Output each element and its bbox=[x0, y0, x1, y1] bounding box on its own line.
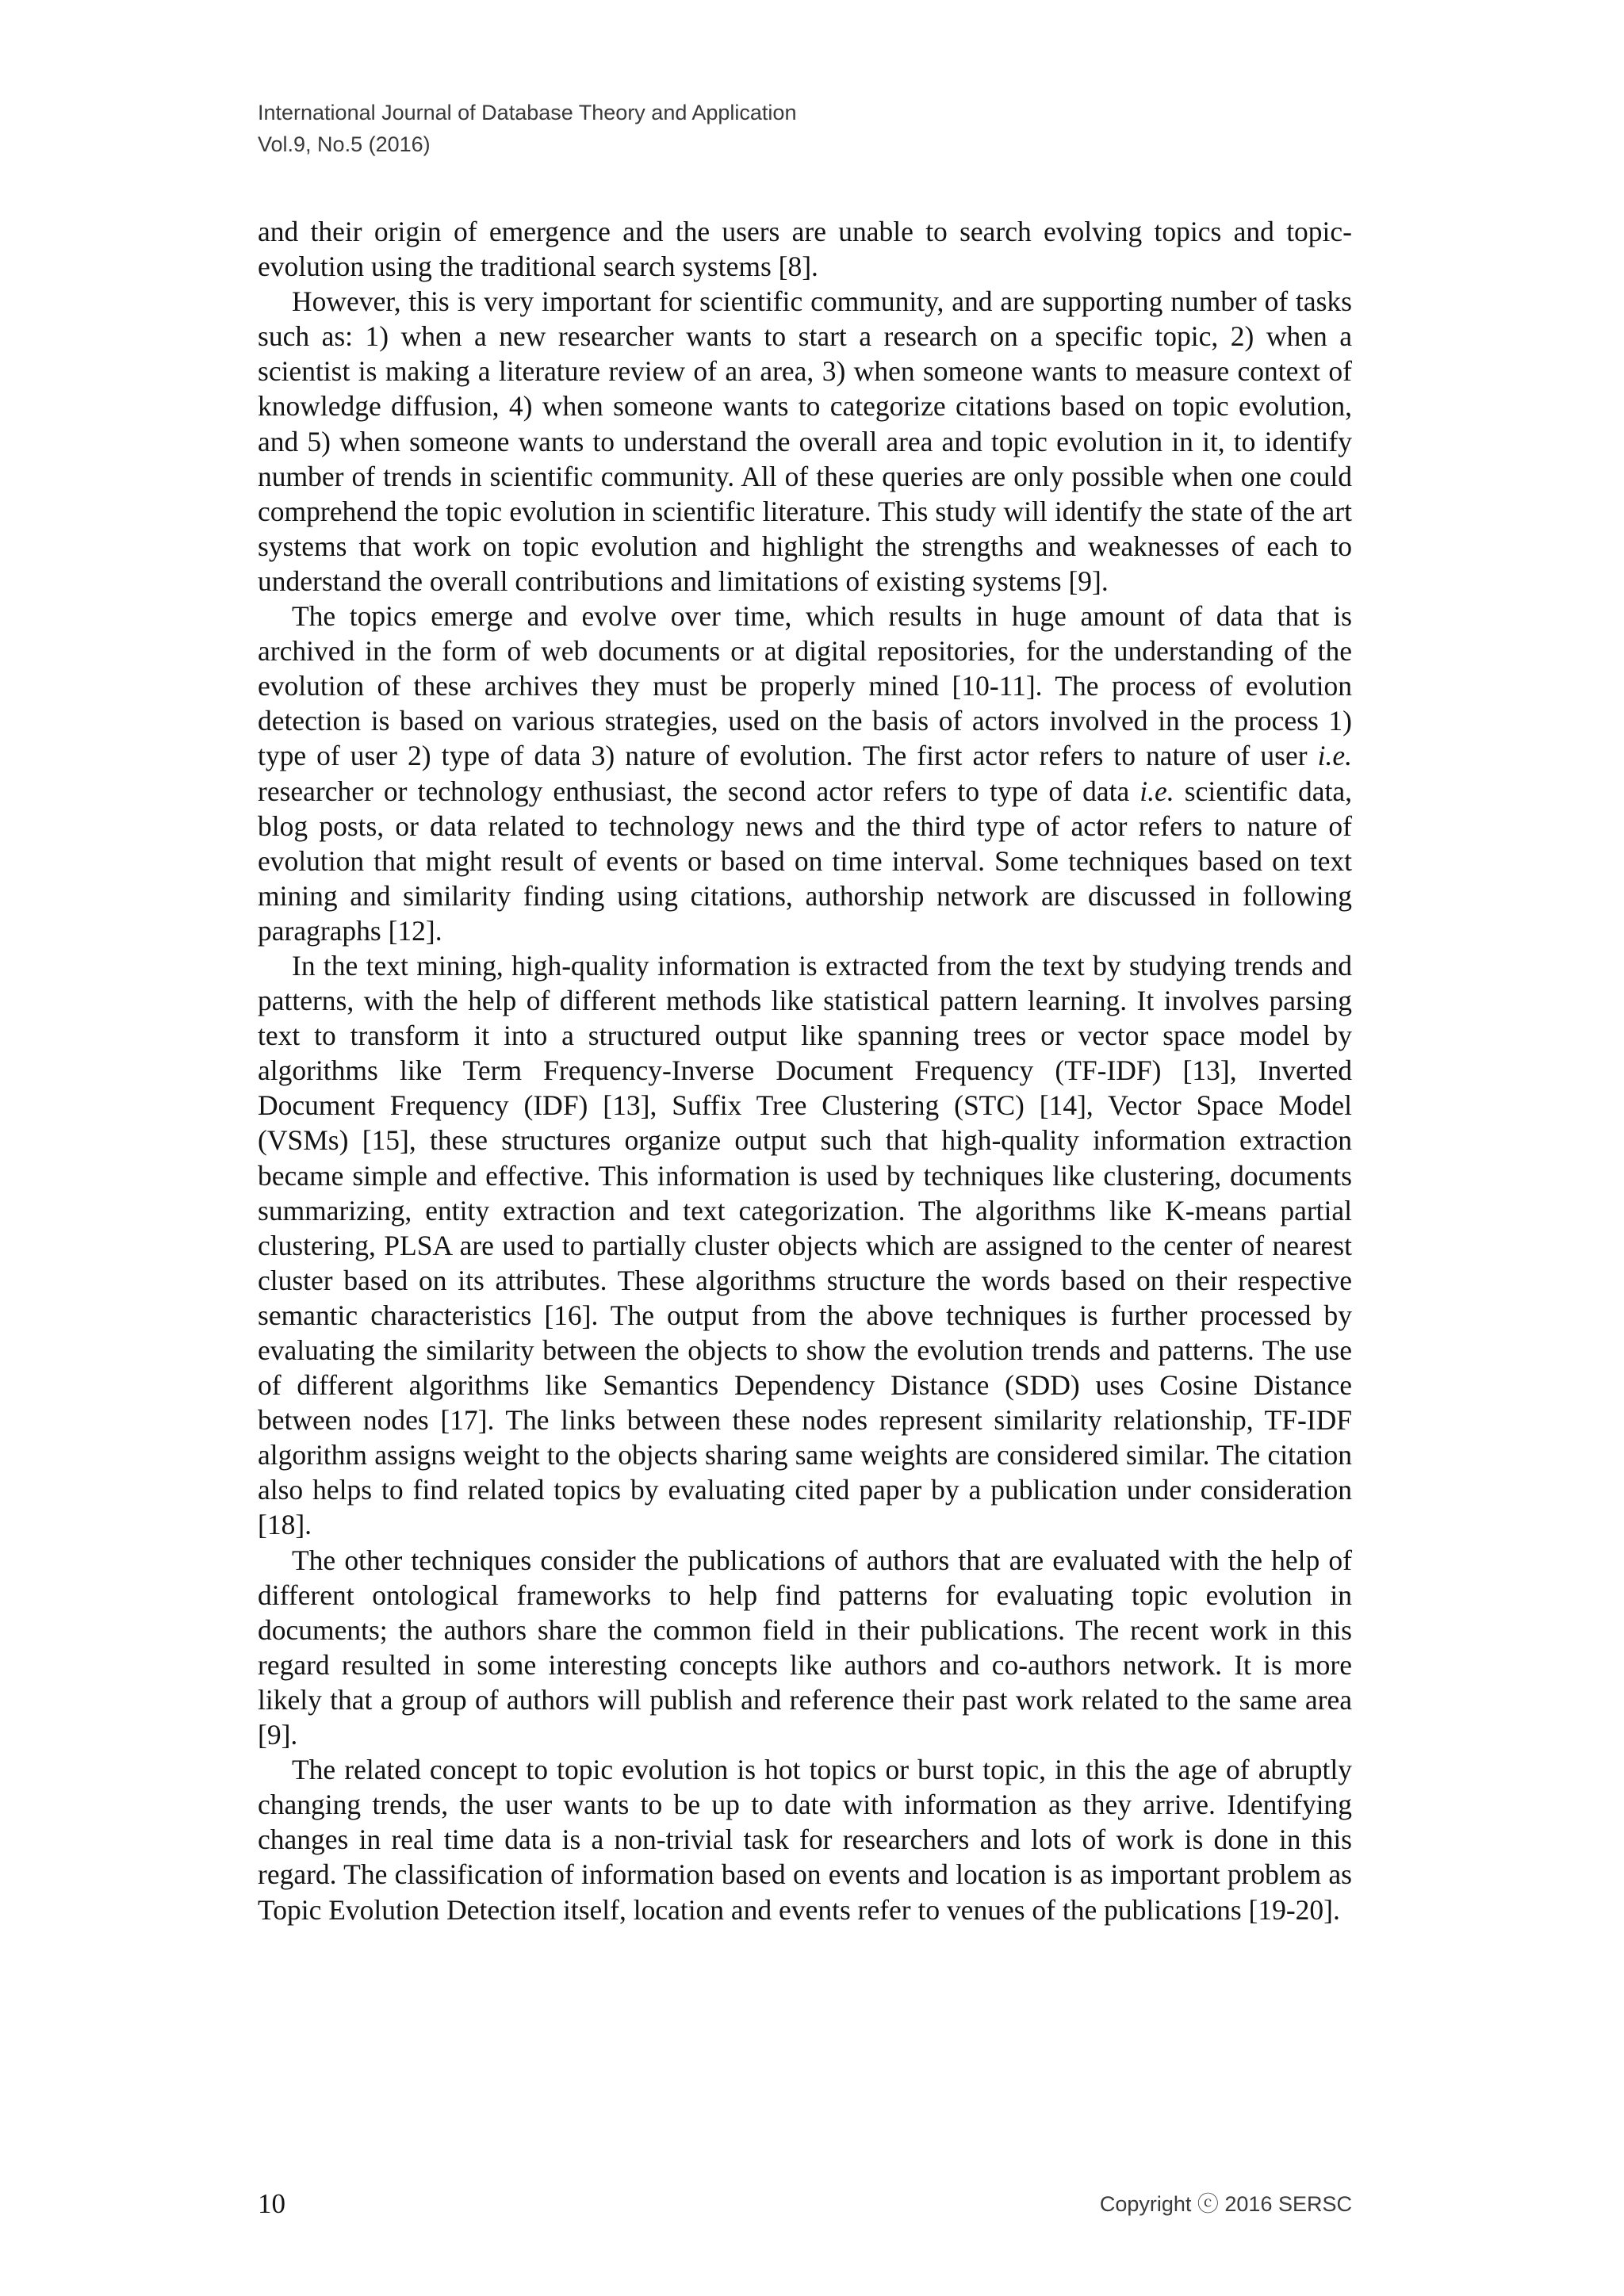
text-segment: researcher or technology enthusiast, the second actor refers to type of data bbox=[258, 775, 1140, 807]
italic-abbrev: i.e. bbox=[1139, 775, 1174, 807]
page-number: 10 bbox=[258, 2188, 285, 2219]
text-segment: The related concept to topic evolution is hot topics or burst topic, in this the age of abruptly changing trends, the user wants to be up to date with information as they arrive. Identifying changes in real time data is a non-trivial task for researchers and lots of work is done in this regard. The classification of information based on events and location is as important problem as Topic Evolution Detection itself, location and events refer to venues of the publications [19-20]. bbox=[258, 1754, 1352, 1926]
paragraph bbox=[258, 599, 1352, 948]
paragraph bbox=[258, 1543, 1352, 1753]
paragraph bbox=[258, 284, 1352, 599]
text-segment: and their origin of emergence and the users are unable to search evolving topics and topic-evolution using the traditional search systems [8]. bbox=[258, 216, 1352, 283]
paragraph bbox=[258, 1752, 1352, 1927]
text-segment: scientific data, blog posts, or data related to technology news and the third type of actor refers to nature of evolution that might result of events or based on time interval. Some techniques based on text mining and similarity finding using citations, authorship network are discussed in following paragraphs [12]. bbox=[258, 775, 1352, 947]
journal-volume: Vol.9, No.5 (2016) bbox=[258, 132, 431, 156]
running-header bbox=[258, 97, 796, 160]
copyright-notice: Copyright ⓒ 2016 SERSC bbox=[1099, 2192, 1352, 2216]
text-segment: The topics emerge and evolve over time, which results in huge amount of data that is archived in the form of web documents or at digital repositories, for the understanding of the evolution of these archives they must be properly mined [10-11]. The process of evolution detection is based on various strategies, used on the basis of actors involved in the process 1) type of user 2) type of data 3) nature of evolution. The first actor refers to nature of user bbox=[258, 600, 1352, 772]
paragraph bbox=[258, 214, 1352, 284]
body-text bbox=[258, 214, 1352, 1927]
journal-title: International Journal of Database Theory and Application bbox=[258, 101, 797, 124]
text-segment: In the text mining, high-quality information is extracted from the text by studying trends and patterns, with the help of different methods like statistical pattern learning. It involves parsing text to transform it into a structured output like spanning trees or vector space model by algorithms like Term Frequency-Inverse Document Frequency (TF-IDF) [13], Inverted Document Frequency (IDF) [13], Suffix Tree Clustering (STC) [14], Vector Space Model (VSMs) [15], these structures organize output such that high-quality information extraction became simple and effective. This information is used by techniques like clustering, documents summarizing, entity extraction and text categorization. The algorithms like K-means partial clustering, PLSA are used to partially cluster objects which are assigned to the center of nearest cluster based on its attributes. These algorithms structure the words based on their respective semantic characteristics [16]. The output from the above techniques is further processed by evaluating the similarity between the objects to show the evolution trends and patterns. The use of different algorithms like Semantics Dependency Distance (SDD) uses Cosine Distance between nodes [17]. The links between these nodes represent similarity relationship, TF-IDF algorithm assigns weight to the objects sharing same weights are considered similar. The citation also helps to find related topics by evaluating cited paper by a publication under consideration [18]. bbox=[258, 949, 1352, 1541]
italic-abbrev: i.e. bbox=[1317, 740, 1352, 772]
paragraph bbox=[258, 948, 1352, 1543]
text-segment: The other techniques consider the publications of authors that are evaluated with the help of different ontological frameworks to help find patterns for evaluating topic evolution in documents; the authors share the common field in their publications. The recent work in this regard resulted in some interesting concepts like authors and co-authors network. It is more likely that a group of authors will publish and reference their past work related to the same area [9]. bbox=[258, 1544, 1352, 1751]
text-segment: However, this is very important for scientific community, and are supporting number of tasks such as: 1) when a new researcher wants to start a research on a specific topic, 2) when a scientist is making a literature review of an area, 3) when someone wants to measure context of knowledge diffusion, 4) when someone wants to categorize citations based on topic evolution, and 5) when someone wants to understand the overall area and topic evolution in it, to identify number of trends in scientific community. All of these queries are only possible when one could comprehend the topic evolution in scientific literature. This study will identify the state of the art systems that work on topic evolution and highlight the strengths and weaknesses of each to understand the overall contributions and limitations of existing systems [9]. bbox=[258, 285, 1352, 597]
